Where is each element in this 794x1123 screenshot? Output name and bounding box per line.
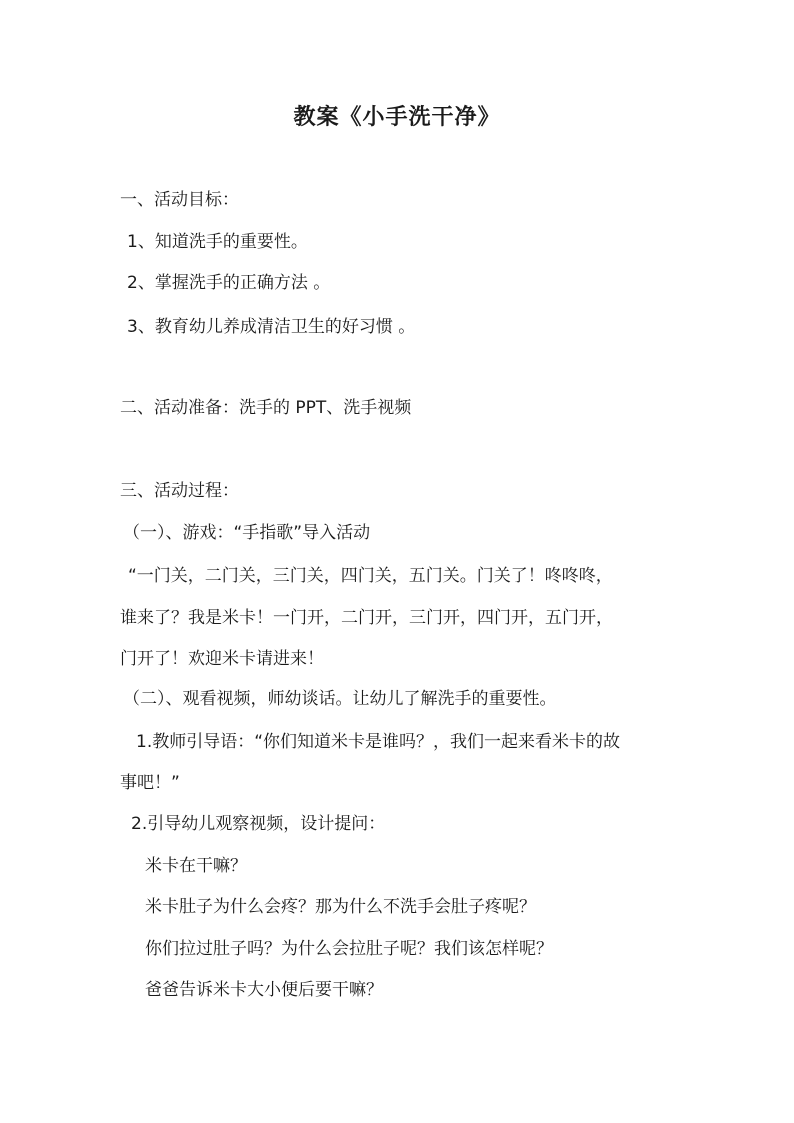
process-step-1-heading: （一）、游戏：“手指歌”导入活动	[123, 523, 371, 543]
goal-item-1: 1、知道洗手的重要性。	[127, 232, 308, 252]
document-title: 教案《小手洗干净》	[293, 105, 501, 130]
paragraph-line: “一门关，二门关，三门关，四门关，五门关。门关了！咚咚咚，	[128, 566, 613, 586]
section-heading-goals: 一、活动目标：	[120, 190, 239, 210]
question-item: 米卡在干嘛？	[145, 856, 247, 876]
paragraph-line: 2.引导幼儿观察视频，设计提问：	[131, 814, 386, 834]
paragraph-line: 事吧！”	[120, 773, 180, 793]
question-item: 米卡肚子为什么会疼？那为什么不洗手会肚子疼呢？	[145, 897, 536, 917]
question-item: 你们拉过肚子吗？为什么会拉肚子呢？我们该怎样呢？	[145, 939, 553, 959]
process-step-2-heading: （二）、观看视频，师幼谈话。让幼儿了解洗手的重要性。	[123, 689, 557, 709]
goal-item-2: 2、掌握洗手的正确方法 。	[127, 273, 331, 293]
paragraph-line: 1.教师引导语：“你们知道米卡是谁吗？，我们一起来看米卡的故	[136, 732, 621, 752]
paragraph-line: 谁来了？我是米卡！一门开，二门开，三门开，四门开，五门开，	[120, 608, 613, 628]
goal-item-3: 3、教育幼儿养成清洁卫生的好习惯 。	[127, 317, 416, 337]
section-heading-preparation: 二、活动准备：洗手的 PPT、洗手视频	[120, 398, 412, 418]
section-heading-process: 三、活动过程：	[120, 481, 239, 501]
paragraph-line: 门开了！欢迎米卡请进来！	[120, 649, 324, 669]
question-item: 爸爸告诉米卡大小便后要干嘛？	[145, 980, 383, 1000]
